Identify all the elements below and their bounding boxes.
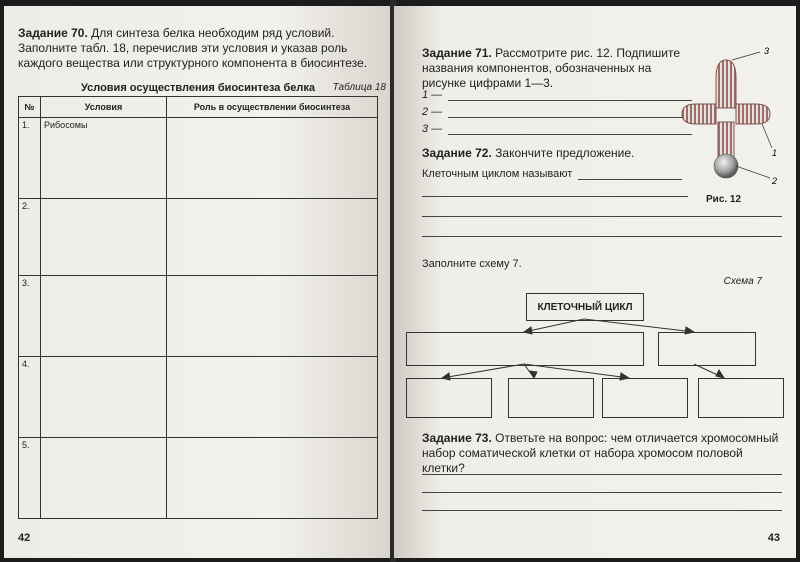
answer-number: 2 — <box>422 106 443 118</box>
blank-line[interactable] <box>422 474 782 475</box>
scheme-box[interactable] <box>698 378 784 418</box>
task-70-label: Задание 70. <box>18 26 88 40</box>
row-num: 1. <box>19 118 41 199</box>
page-number-left: 42 <box>18 532 31 544</box>
task-71-text: Рассмотрите рис. 12. Подпишите названия компонентов, обозначенных на рисунке цифрами 1—3. <box>422 46 680 90</box>
scheme-box[interactable] <box>602 378 688 418</box>
scheme-box[interactable] <box>658 332 756 366</box>
table-row <box>19 357 378 438</box>
table-number: Таблица 18 <box>332 82 386 93</box>
row-role[interactable] <box>167 199 378 276</box>
blank-line[interactable] <box>422 510 782 511</box>
row-role[interactable] <box>167 438 378 519</box>
table-row <box>19 276 378 357</box>
scheme-title-box <box>526 293 644 321</box>
conditions-table <box>18 96 378 519</box>
scheme-box[interactable] <box>508 378 594 418</box>
right-page <box>394 6 796 558</box>
task-70-text: Для синтеза белка необходим ряд условий. Заполните табл. 18, перечислив эти условия и указав роль каждого вещества или структурного компонента в биосинтезе. <box>18 26 368 70</box>
answer-number: 3 — <box>422 123 443 135</box>
table-header-num: № <box>19 97 41 118</box>
scheme-box[interactable] <box>406 378 492 418</box>
task-71-label: Задание 71. <box>422 46 492 60</box>
table-header-role: Роль в осуществлении биосинтеза <box>167 97 378 118</box>
left-page <box>4 6 392 558</box>
row-condition[interactable] <box>41 357 167 438</box>
figure-label-3: 3 <box>764 46 770 56</box>
task-70 <box>18 26 378 71</box>
fill-scheme-instruction: Заполните схему 7. <box>422 258 522 270</box>
page-number-right: 43 <box>767 532 780 544</box>
task-73-label: Задание 73. <box>422 431 492 445</box>
row-condition[interactable] <box>41 199 167 276</box>
task-73 <box>422 431 782 476</box>
figure-caption: Рис. 12 <box>706 194 742 205</box>
figure-label-1: 1 <box>772 148 778 158</box>
row-num: 5. <box>19 438 41 519</box>
task-72-label: Задание 72. <box>422 146 492 160</box>
table-row <box>19 438 378 519</box>
row-condition[interactable]: Рибосомы <box>41 118 167 199</box>
task-73-text: Ответьте на вопрос: чем отличается хромосомный набор соматической клетки от набора хромосом половой клетки? <box>422 431 779 475</box>
task-72-text: Закончите предложение. <box>495 146 635 160</box>
blank-line[interactable] <box>422 492 782 493</box>
table-row <box>19 118 378 199</box>
row-role[interactable] <box>167 118 378 199</box>
row-num: 2. <box>19 199 41 276</box>
row-condition[interactable] <box>41 438 167 519</box>
row-num: 3. <box>19 276 41 357</box>
table-row <box>19 199 378 276</box>
scheme-label: Схема 7 <box>723 276 762 287</box>
figure-label-2: 2 <box>772 176 778 186</box>
table-header-condition: Условия <box>41 97 167 118</box>
answer-number: 1 — <box>422 89 443 101</box>
scheme-title: КЛЕТОЧНЫЙ ЦИКЛ <box>537 301 633 313</box>
scheme-box[interactable] <box>406 332 644 366</box>
row-role[interactable] <box>167 276 378 357</box>
table-caption: Условия осуществления биосинтеза белка <box>80 82 316 94</box>
row-role[interactable] <box>167 357 378 438</box>
sentence-start: Клеточным циклом называют <box>422 168 573 180</box>
row-num: 4. <box>19 357 41 438</box>
row-condition[interactable] <box>41 276 167 357</box>
